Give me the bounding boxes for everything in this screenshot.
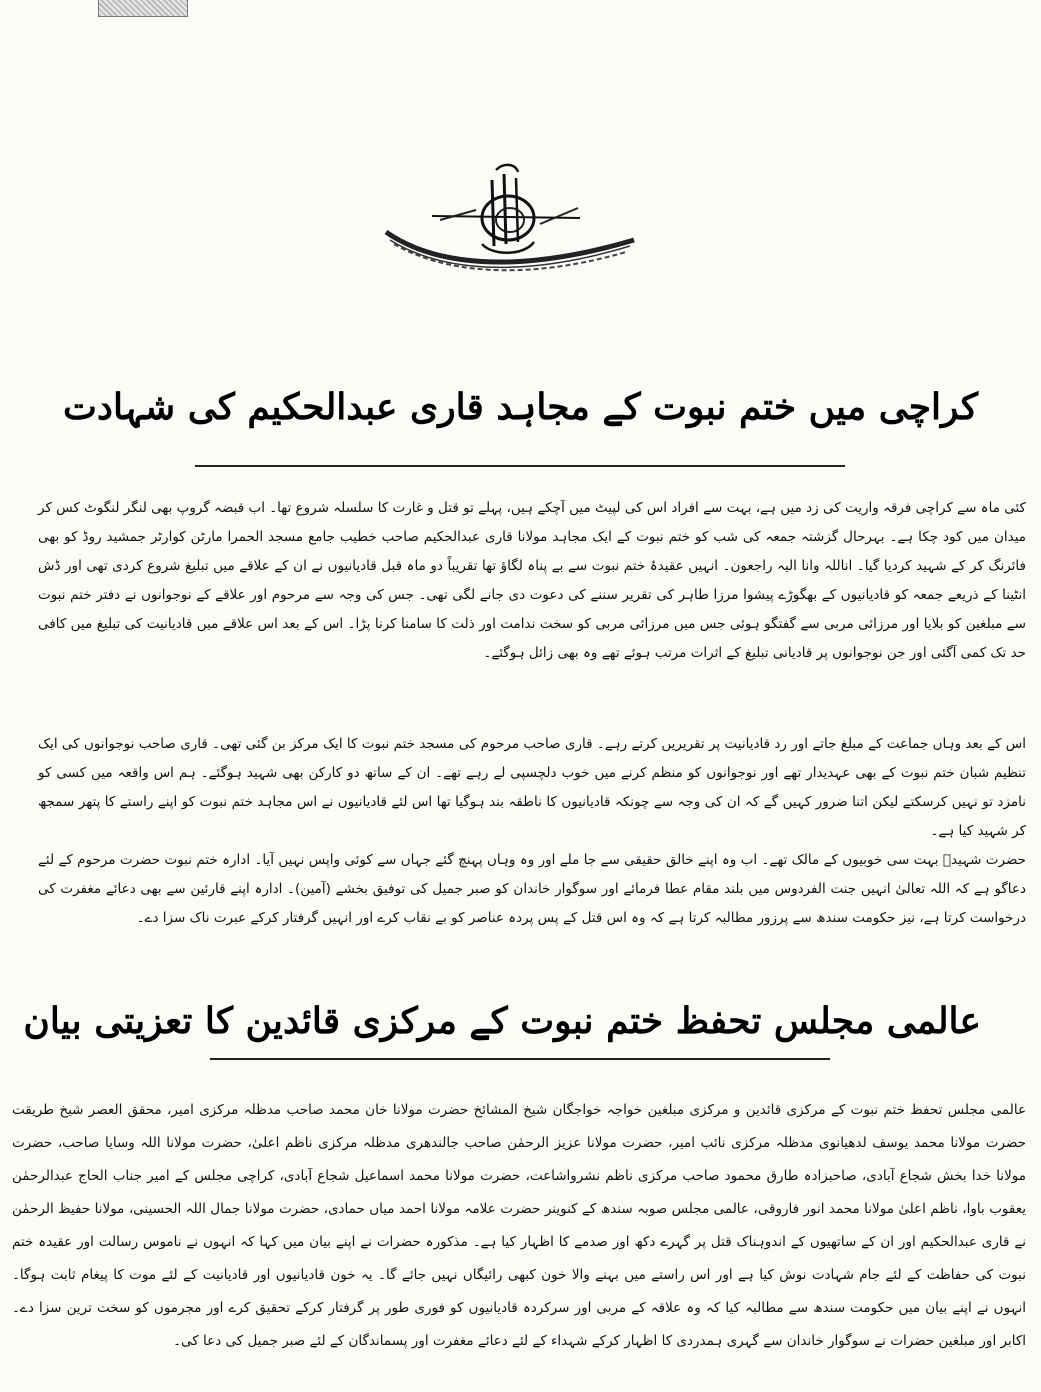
- statement-title: عالمی مجلس تحفظ ختم نبوت کے مرکزی قائدین کا تعزیتی بیان: [23, 1000, 981, 1042]
- article-paragraph: اس کے بعد وہاں جماعت کے مبلغ جاتے اور رد قادیانیت پر تقریریں کرتے رہے۔ قاری صاحب مرحوم کی مسجد ختم نبوت کا ایک مرکز بن گئی تھی۔ قاری صاحب نوجوانوں کی ایک تنظیم شبان ختم نبوت کے بھی عہدیدار تھے اور نوجوانوں کو منظم کرنے میں خوب دلچسپی لے رہے تھے۔ ان کے ساتھ دو کارکن بھی شہید ہوگئے۔ ہم اس واقعہ میں کسی کو نامزد تو نہیں کرسکتے لیکن اتنا ضرور کہیں گے کہ ان کی وجہ سے چونکہ قادیانیوں کا ناطقہ بند ہوگیا تھا اس لئے قادیانیوں نے اس مجاہد ختم نبوت کو اپنے راستے کا پتھر سمجھ کر شہید کیا ہے۔: [38, 736, 1026, 839]
- corner-print-mark: [98, 0, 188, 17]
- statement-paragraph: عالمی مجلس تحفظ ختم نبوت کے مرکزی قائدین و مرکزی مبلغین خواجہ خواجگان شیخ المشائخ حضرت مولانا خان محمد صاحب مدظلہ مرکزی امیر، محقق العصر شیخ طریقت حضرت مولانا محمد یوسف لدھیانوی مدظلہ مرکزی نائب امیر، حضرت مولانا عزیز الرحمٰن صاحب جالندھری مدظلہ مرکزی ناظم اعلیٰ، حضرت مولانا اللہ وسایا صاحب، حضرت مولانا خدا بخش شجاع آبادی، صاحبزادہ طارق محمود صاحب مرکزی ناظم نشرواشاعت، حضرت مولانا محمد اسماعیل شجاع آبادی، کراچی مجلس کے امیر جناب الحاج عبدالرحمٰن یعقوب باوا، ناظم اعلیٰ مولانا محمد انور فاروقی، عالمی مجلس صوبہ سندھ کے کنوینر حضرت علامہ مولانا احمد میاں حمادی، حضرت مولانا جمال اللہ الحسینی، مولانا حفیظ الرحمٰن نے قاری عبدالحکیم اور ان کے ساتھیوں کے اندوہناک قتل پر گہرے دکھ اور صدمے کا اظہار کیا ہے۔ مذکورہ حضرات نے اپنے بیان میں کہا کہ انہوں نے ناموس رسالت اور عقیدہ ختم نبوت کی حفاظت کے لئے جام شہادت نوش کیا ہے اور اس راستے میں بہنے والا خون کبھی رائیگاں نہیں جائے گا۔ یہ خون قادیانیوں اور قادیانیت کے لئے موت کا پیغام ثابت ہوگا۔ انہوں نے اپنے بیان میں حکومت سندھ سے مطالبہ کیا کہ وہ علاقہ کے مربی اور سرکردہ قادیانیوں کو فوری طور پر گرفتار کرکے تحقیق کرے اور مجرموں کو سخت ترین سزا دے۔ اکابر اور مبلغین حضرات نے سوگوار خاندان سے گہری ہمدردی کا اظہار کرکے شہداء کے لئے دعائے مغفرت اور پسماندگان کے لئے صبر جمیل کی دعا کی۔: [12, 1102, 1026, 1349]
- calligraphy-emblem-icon: [372, 160, 652, 300]
- article-paragraph: حضرت شہیدؒ بہت سی خوبیوں کے مالک تھے۔ اب وہ اپنے خالق حقیقی سے جا ملے اور وہ وہاں پہنچ گئے جہاں سے کوئی واپس نہیں آیا۔ ادارہ ختم نبوت حضرت مرحوم کے لئے دعاگو ہے کہ اللہ تعالیٰ انہیں جنت الفردوس میں بلند مقام عطا فرمائے اور سوگوار خاندان کو صبر جمیل کی توفیق بخشے (آمین)۔ ادارہ اپنے قارئین سے بھی دعائے مغفرت کی درخواست کرتا ہے، نیز حکومت سندھ سے پرزور مطالبہ کرتا ہے کہ وہ اس قتل کے پس پردہ عناصر کو بے نقاب کرے اور انہیں گرفتار کرکے عبرت ناک سزا دے۔: [38, 852, 1026, 926]
- title-underline: [195, 465, 845, 467]
- article-paragraph: کئی ماہ سے کراچی فرقہ واریت کی زد میں ہے، بہت سے افراد اس کی لپیٹ میں آچکے ہیں، پہلے تو قتل و غارت کا سلسلہ شروع تھا۔ اب قبضہ گروپ بھی لنگر لنگوٹ کس کر میدان میں کود چکا ہے۔ بہرحال گزشتہ جمعہ کی شب کو ختم نبوت کے ایک مجاہد مولانا قاری عبدالحکیم صاحب خطیب جامع مسجد الحمرا مارٹن کوارٹر جمشید روڈ کو بھی فائرنگ کر کے شہید کردیا گیا۔ اناللہ وانا الیہ راجعون۔ انہیں عقیدۂ ختم نبوت سے بے پناہ لگاؤ تھا تقریباً دو ماہ قبل قادیانیوں نے ان کے علاقے میں تبلیغ شروع کردی تھی اور ڈش انٹینا کے ذریعے جمعہ کو قادیانیوں کے بھگوڑے پیشوا مرزا طاہر کی تقریر سننے کی دعوت دی جانے لگی تھی۔ جس کی وجہ سے مرحوم اور علاقے کے نوجوانوں نے دفتر ختم نبوت سے مبلغین کو بلایا اور مرزائی مربی سے گفتگو ہوئی جس میں مرزائی مربی کو سخت ندامت اور ذلت کا سامنا کرنا پڑا۔ اس کے بعد اس علاقے میں قادیانیت کی تبلیغ میں کافی حد تک کمی آگئی اور جن نوجوانوں پر قادیانی تبلیغ کے اثرات مرتب ہوئے تھے وہ بھی زائل ہوگئے۔: [38, 500, 1026, 661]
- article-title: کراچی میں ختم نبوت کے مجاہد قاری عبدالحکیم کی شہادت: [63, 386, 978, 428]
- title-underline: [210, 1058, 830, 1060]
